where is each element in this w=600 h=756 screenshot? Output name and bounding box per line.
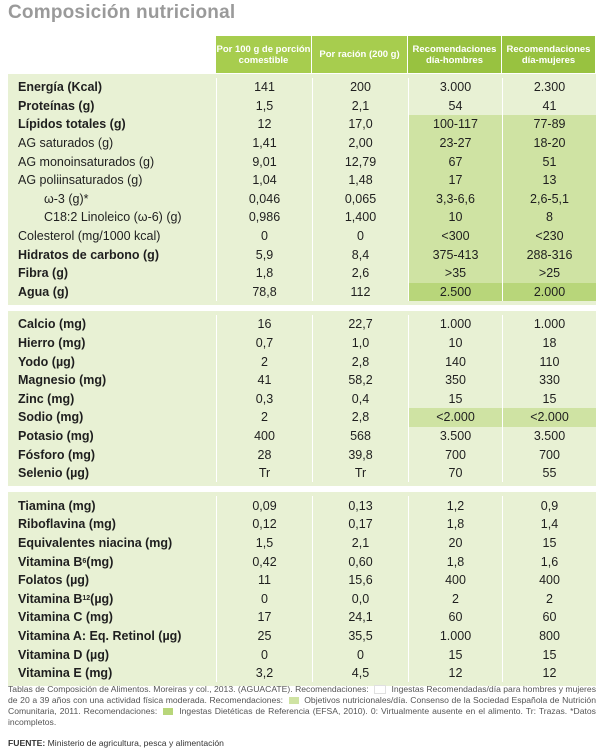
nutrient-label: AG poliinsaturados (g)	[18, 173, 143, 188]
table-row	[8, 227, 596, 246]
value-cell: 39,8	[312, 445, 408, 464]
value-cell: 2	[216, 408, 312, 427]
table-row	[8, 390, 596, 409]
header-blank	[8, 36, 216, 73]
value-cell: Tr	[312, 464, 408, 483]
value-cell: 0	[216, 645, 312, 664]
value-cell: 2,00	[312, 134, 408, 153]
nutrient-label: Selenio (µg)	[18, 466, 90, 481]
table-row	[8, 134, 596, 153]
value-cell: 15	[502, 645, 596, 664]
value-cell: 18-20	[502, 134, 596, 153]
value-cell: 35,5	[312, 627, 408, 646]
value-cell: 1,6	[502, 552, 596, 571]
value-cell: 3,3-6,6	[408, 190, 502, 209]
legend-swatch-white	[374, 685, 386, 694]
table-row	[8, 190, 596, 209]
value-cell: 100-117	[408, 115, 502, 134]
value-cell: <230	[502, 227, 596, 246]
value-cell: 20	[408, 534, 502, 553]
nutrient-label: Agua (g)	[18, 284, 69, 299]
value-cell: 3.500	[502, 427, 596, 446]
nutrient-label: Vitamina D (µg)	[18, 647, 110, 662]
nutrient-label: Fósforo (mg)	[18, 447, 96, 462]
value-cell: 8,4	[312, 245, 408, 264]
value-cell: 0,17	[312, 515, 408, 534]
nutrient-label: ω-3 (g)*	[44, 191, 89, 206]
value-cell: 0	[216, 589, 312, 608]
legend-swatch-light-green	[289, 697, 299, 704]
table-row	[8, 283, 596, 302]
value-cell: 400	[216, 427, 312, 446]
value-cell: 0,046	[216, 190, 312, 209]
table-row	[8, 627, 596, 646]
value-cell: 13	[502, 171, 596, 190]
value-cell: 1,48	[312, 171, 408, 190]
value-cell: 0,60	[312, 552, 408, 571]
nutrient-label: Hidratos de carbono (g)	[18, 247, 159, 262]
table-body	[8, 74, 596, 686]
value-cell: 1.000	[502, 315, 596, 334]
value-cell: 15	[408, 390, 502, 409]
header-per-ration: Por ración (200 g)	[312, 36, 407, 73]
value-cell: 288-316	[502, 245, 596, 264]
header-rec-women: Recomendaciones día-mujeres	[502, 36, 595, 73]
nutrient-label: AG saturados (g)	[18, 136, 114, 151]
value-cell: 58,2	[312, 371, 408, 390]
nutrient-label: Folatos (µg)	[18, 573, 90, 588]
value-cell: 60	[502, 608, 596, 627]
table-row	[8, 571, 596, 590]
value-cell: 2	[408, 589, 502, 608]
value-cell: 3,2	[216, 664, 312, 683]
value-cell: 28	[216, 445, 312, 464]
value-cell: 2.000	[502, 283, 596, 302]
nutrient-label: Vitamina B 12 (µg)	[18, 591, 114, 606]
value-cell: 1,8	[408, 515, 502, 534]
value-cell: 0,42	[216, 552, 312, 571]
table-section	[8, 74, 596, 305]
nutrition-table	[8, 36, 596, 686]
value-cell: 12	[408, 664, 502, 683]
value-cell: 0,13	[312, 496, 408, 515]
nutrient-label: Energía (Kcal)	[18, 80, 103, 95]
table-row	[8, 115, 596, 134]
nutrient-label: Vitamina C (mg)	[18, 610, 113, 625]
value-cell: 54	[408, 97, 502, 116]
value-cell: 1,2	[408, 496, 502, 515]
value-cell: 0	[312, 645, 408, 664]
value-cell: 0,09	[216, 496, 312, 515]
value-cell: 15	[408, 645, 502, 664]
value-cell: 12	[502, 664, 596, 683]
value-cell: 200	[312, 78, 408, 97]
value-cell: 8	[502, 208, 596, 227]
table-row	[8, 78, 596, 97]
value-cell: 1,4	[502, 515, 596, 534]
value-cell: 0,7	[216, 334, 312, 353]
value-cell: 18	[502, 334, 596, 353]
value-cell: 9,01	[216, 152, 312, 171]
table-header	[8, 36, 596, 73]
value-cell: 1.000	[408, 627, 502, 646]
nutrient-label: Vitamina E (mg)	[18, 666, 113, 681]
nutrient-label: Colesterol (mg/1000 kcal)	[18, 229, 161, 244]
value-cell: 60	[408, 608, 502, 627]
value-cell: 1,04	[216, 171, 312, 190]
value-cell: 2,1	[312, 534, 408, 553]
value-cell: 51	[502, 152, 596, 171]
table-row	[8, 552, 596, 571]
source-line	[8, 738, 224, 748]
value-cell: 15,6	[312, 571, 408, 590]
value-cell: 0,12	[216, 515, 312, 534]
legend-swatch-green	[163, 708, 173, 715]
value-cell: 0,9	[502, 496, 596, 515]
value-cell: 12,79	[312, 152, 408, 171]
footnote-part-3: Objetivos nutricionales/día. Consenso de la Sociedad Española de Nutrición Comunitaria, 2011. Recomendaciones:	[8, 695, 596, 716]
page-title: Composición nutricional	[8, 2, 236, 23]
nutrient-label: Equivalentes niacina (mg)	[18, 535, 173, 550]
value-cell: Tr	[216, 464, 312, 483]
table-section	[8, 311, 596, 486]
value-cell: 77-89	[502, 115, 596, 134]
nutrient-label: Riboflavina (mg)	[18, 517, 116, 532]
value-cell: 15	[502, 534, 596, 553]
table-row	[8, 515, 596, 534]
table-row	[8, 245, 596, 264]
table-row	[8, 445, 596, 464]
footnote-part-4: Ingestas Dietéticas de Referencia (EFSA, 2010). 0: Virtualmente ausente en el alimento. Tr: Trazas. *Datos incompletos.	[8, 706, 596, 727]
value-cell: 25	[216, 627, 312, 646]
source-label: FUENTE:	[8, 738, 46, 748]
value-cell: 1,0	[312, 334, 408, 353]
value-cell: 2	[216, 352, 312, 371]
nutrient-label: Vitamina B 6 (mg)	[18, 554, 114, 569]
value-cell: 17	[216, 608, 312, 627]
value-cell: 0,0	[312, 589, 408, 608]
value-cell: 1,8	[408, 552, 502, 571]
value-cell: 2,6	[312, 264, 408, 283]
value-cell: <300	[408, 227, 502, 246]
value-cell: 141	[216, 78, 312, 97]
value-cell: 0,065	[312, 190, 408, 209]
value-cell: 112	[312, 283, 408, 302]
nutrient-label: AG monoinsaturados (g)	[18, 154, 155, 169]
table-row	[8, 315, 596, 334]
value-cell: 0,986	[216, 208, 312, 227]
value-cell: 55	[502, 464, 596, 483]
value-cell: 70	[408, 464, 502, 483]
value-cell: 2,8	[312, 352, 408, 371]
value-cell: 17	[408, 171, 502, 190]
value-cell: >25	[502, 264, 596, 283]
value-cell: 4,5	[312, 664, 408, 683]
header-per-100g: Por 100 g de porción comestible	[216, 36, 311, 73]
value-cell: 1,8	[216, 264, 312, 283]
table-row	[8, 371, 596, 390]
value-cell: 16	[216, 315, 312, 334]
value-cell: 568	[312, 427, 408, 446]
nutrient-label: Potasio (mg)	[18, 428, 94, 443]
footnote-part-2: Ingestas Recomendadas/día para hombres y mujeres de 20 a 39 años con una actividad física moderada. Recomendaciones:	[8, 684, 596, 705]
value-cell: 10	[408, 208, 502, 227]
nutrient-label: Vitamina A: Eq. Retinol (µg)	[18, 628, 182, 643]
nutrient-label: Tiamina (mg)	[18, 498, 96, 513]
nutrient-label: Sodio (mg)	[18, 410, 84, 425]
value-cell: 22,7	[312, 315, 408, 334]
table-row	[8, 464, 596, 483]
table-row	[8, 608, 596, 627]
value-cell: 800	[502, 627, 596, 646]
table-row	[8, 208, 596, 227]
nutrient-label: C18:2 Linoleico (ω-6) (g)	[44, 210, 182, 225]
value-cell: 350	[408, 371, 502, 390]
nutrient-label: Proteínas (g)	[18, 98, 95, 113]
value-cell: 2,8	[312, 408, 408, 427]
table-row	[8, 171, 596, 190]
nutrient-label: Hierro (mg)	[18, 336, 86, 351]
value-cell: 3.000	[408, 78, 502, 97]
table-row	[8, 264, 596, 283]
value-cell: 41	[216, 371, 312, 390]
value-cell: 700	[408, 445, 502, 464]
value-cell: 41	[502, 97, 596, 116]
table-row	[8, 152, 596, 171]
value-cell: 0	[312, 227, 408, 246]
value-cell: 400	[408, 571, 502, 590]
value-cell: 700	[502, 445, 596, 464]
value-cell: 330	[502, 371, 596, 390]
value-cell: 1,5	[216, 534, 312, 553]
value-cell: 10	[408, 334, 502, 353]
value-cell: 1,400	[312, 208, 408, 227]
value-cell: 2.500	[408, 283, 502, 302]
value-cell: 24,1	[312, 608, 408, 627]
nutrient-label: Lípidos totales (g)	[18, 117, 126, 132]
table-row	[8, 496, 596, 515]
value-cell: 3.500	[408, 427, 502, 446]
value-cell: 5,9	[216, 245, 312, 264]
nutrient-label: Zinc (mg)	[18, 391, 75, 406]
value-cell: 400	[502, 571, 596, 590]
header-rec-men: Recomendaciones día-hombres	[408, 36, 501, 73]
source-text: Ministerio de agricultura, pesca y alimentación	[45, 738, 224, 748]
value-cell: 2	[502, 589, 596, 608]
value-cell: 0,4	[312, 390, 408, 409]
table-row	[8, 589, 596, 608]
value-cell: 1,5	[216, 97, 312, 116]
value-cell: 1.000	[408, 315, 502, 334]
value-cell: 67	[408, 152, 502, 171]
table-row	[8, 352, 596, 371]
table-row	[8, 427, 596, 446]
table-section	[8, 492, 596, 686]
value-cell: <2.000	[408, 408, 502, 427]
table-row	[8, 664, 596, 683]
nutrient-label: Fibra (g)	[18, 266, 68, 281]
value-cell: 17,0	[312, 115, 408, 134]
footnote	[8, 684, 596, 728]
nutrient-label: Magnesio (mg)	[18, 373, 107, 388]
value-cell: <2.000	[502, 408, 596, 427]
value-cell: 2,6-5,1	[502, 190, 596, 209]
nutrient-label: Yodo (µg)	[18, 354, 75, 369]
table-row	[8, 534, 596, 553]
nutrient-label: Calcio (mg)	[18, 317, 87, 332]
value-cell: 11	[216, 571, 312, 590]
value-cell: 110	[502, 352, 596, 371]
table-row	[8, 334, 596, 353]
value-cell: 140	[408, 352, 502, 371]
value-cell: 15	[502, 390, 596, 409]
value-cell: 375-413	[408, 245, 502, 264]
value-cell: 78,8	[216, 283, 312, 302]
value-cell: 2.300	[502, 78, 596, 97]
value-cell: >35	[408, 264, 502, 283]
value-cell: 0	[216, 227, 312, 246]
table-row	[8, 645, 596, 664]
table-row	[8, 97, 596, 116]
value-cell: 1,41	[216, 134, 312, 153]
value-cell: 0,3	[216, 390, 312, 409]
footnote-part-1: Tablas de Composición de Alimentos. Moreiras y col., 2013. (AGUACATE). Recomendaciones:	[8, 684, 372, 694]
table-row	[8, 408, 596, 427]
value-cell: 2,1	[312, 97, 408, 116]
value-cell: 23-27	[408, 134, 502, 153]
value-cell: 12	[216, 115, 312, 134]
